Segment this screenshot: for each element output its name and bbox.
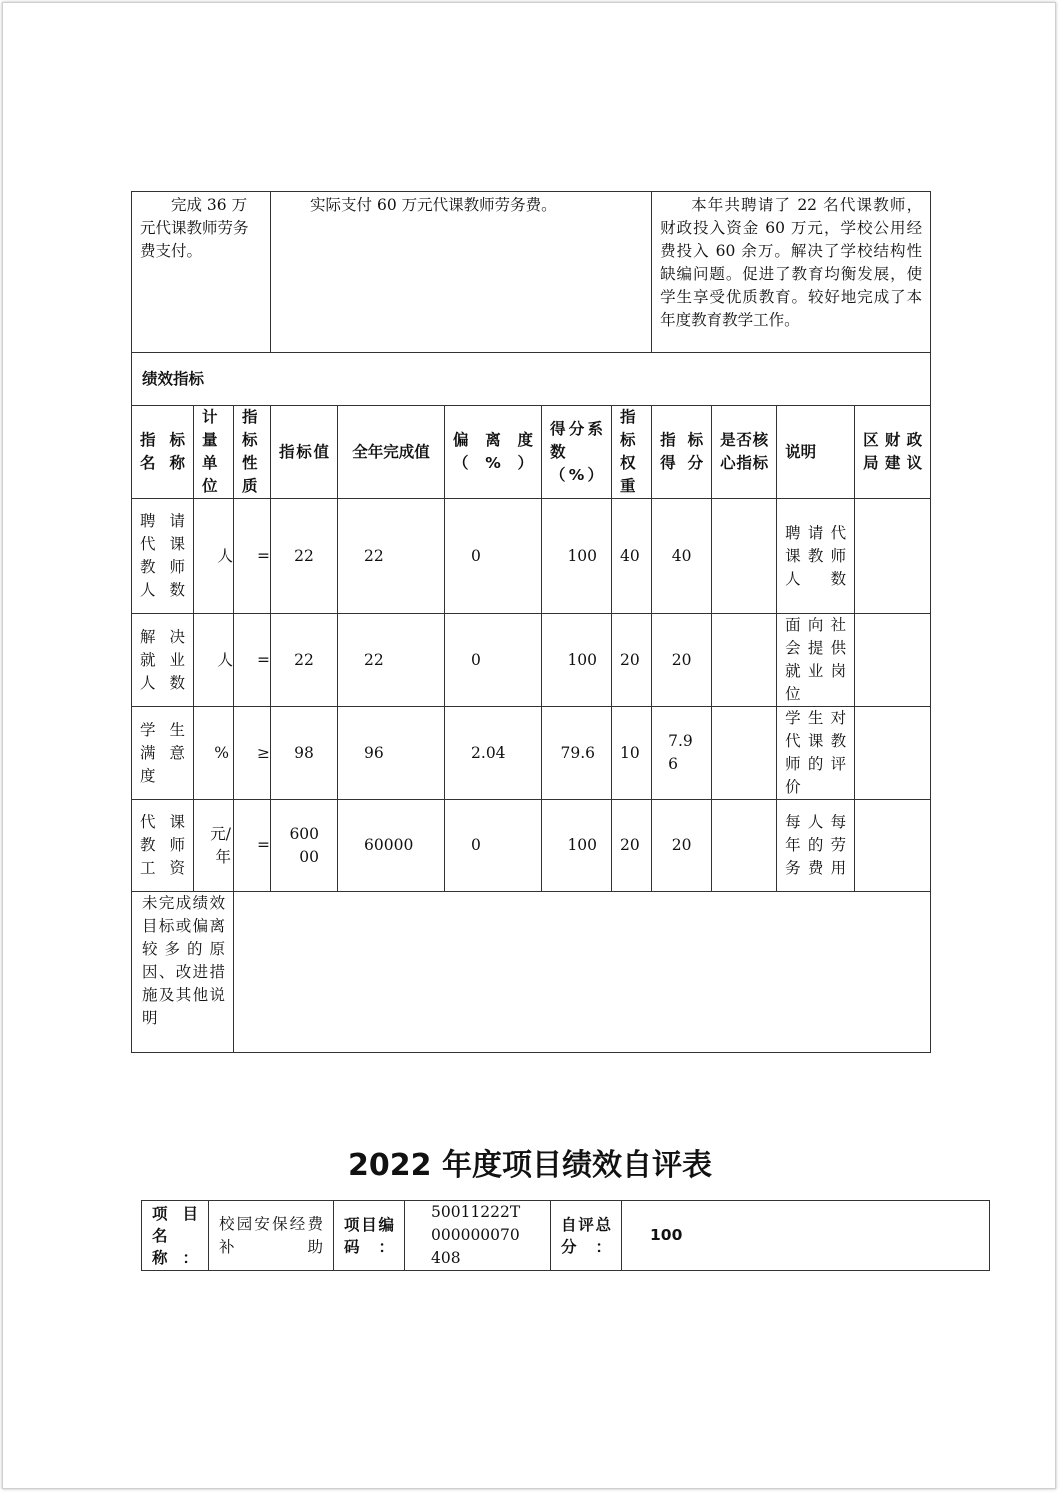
indicator-advice [855, 707, 931, 800]
header-coef: 得分系数（%） [542, 406, 612, 499]
plan-goal-cell [132, 192, 271, 353]
indicator-note: 面向社会提供就业岗位 [777, 614, 855, 707]
indicator-actual: 22 [338, 614, 445, 707]
header-actual: 全年完成值 [338, 406, 445, 499]
project-name-value: 校园安保经费补助 [209, 1201, 334, 1271]
indicator-note: 学生对代课教师的评价 [777, 707, 855, 800]
table-row [132, 614, 931, 707]
project-name-label: 项目名称： [142, 1201, 209, 1271]
actual-goal-text: 实际支付 60 万元代课教师劳务费。 [310, 196, 557, 214]
indicator-core [712, 707, 777, 800]
indicator-score: 40 [652, 499, 712, 614]
header-core: 是否核心指标 [712, 406, 777, 499]
indicator-core [712, 499, 777, 614]
effect-cell [652, 192, 931, 353]
indicator-note: 聘请代课教师人数 [777, 499, 855, 614]
header-note: 说明 [777, 406, 855, 499]
header-unit: 计量单位 [194, 406, 234, 499]
indicator-deviation: 0 [445, 800, 542, 892]
performance-table [131, 191, 931, 1053]
indicator-unit: 人 [194, 499, 234, 614]
indicator-target: 60000 [271, 800, 338, 892]
indicator-weight: 10 [612, 707, 652, 800]
indicator-deviation: 0 [445, 614, 542, 707]
indicator-unit: % [194, 707, 234, 800]
indicator-actual: 96 [338, 707, 445, 800]
indicator-weight: 20 [612, 800, 652, 892]
indicator-advice [855, 499, 931, 614]
header-target: 指标值 [271, 406, 338, 499]
header-score: 指标得分 [652, 406, 712, 499]
indicator-deviation: 0 [445, 499, 542, 614]
indicator-coef: 100 [542, 614, 612, 707]
unfinished-label: 未完成绩效目标或偏离较多的原因、改进措施及其他说明 [132, 892, 234, 1053]
indicator-name: 代课教师工资 [132, 800, 194, 892]
indicator-coef: 79.6 [542, 707, 612, 800]
indicator-score: 7.96 [652, 707, 712, 800]
header-weight: 指标权重 [612, 406, 652, 499]
indicator-nature: = [234, 614, 271, 707]
indicator-weight: 20 [612, 614, 652, 707]
header-name: 指标名称 [132, 406, 194, 499]
table-row [132, 499, 931, 614]
indicator-note: 每人每年的劳务费用 [777, 800, 855, 892]
page-title: 2022 年度项目绩效自评表 [348, 1148, 712, 1183]
indicator-advice [855, 800, 931, 892]
header-advice: 区财政局建议 [855, 406, 931, 499]
indicator-coef: 100 [542, 499, 612, 614]
indicator-core [712, 800, 777, 892]
indicator-name: 聘请代课教师人数 [132, 499, 194, 614]
actual-goal-cell [271, 192, 652, 353]
header-row [132, 406, 931, 499]
indicator-core [712, 614, 777, 707]
indicator-coef: 100 [542, 800, 612, 892]
indicator-target: 22 [271, 614, 338, 707]
indicator-actual: 22 [338, 499, 445, 614]
indicator-nature: ≥ [234, 707, 271, 800]
table-row [132, 707, 931, 800]
self-score-label: 自评总分： [551, 1201, 622, 1271]
section-title: 绩效指标 [132, 353, 931, 406]
indicator-advice [855, 614, 931, 707]
table-row [132, 800, 931, 892]
indicator-name: 解决就业人数 [132, 614, 194, 707]
indicator-deviation: 2.04 [445, 707, 542, 800]
indicator-actual: 60000 [338, 800, 445, 892]
indicator-score: 20 [652, 800, 712, 892]
indicator-name: 学生满意度 [132, 707, 194, 800]
project-info-table [141, 1200, 990, 1271]
indicator-weight: 40 [612, 499, 652, 614]
plan-goal-text: 完成 36 万元代课教师劳务费支付。 [140, 196, 249, 260]
header-deviation: 偏离度（%） [445, 406, 542, 499]
project-code-value: 50011222T000000070408 [405, 1201, 551, 1271]
indicator-unit: 元/年 [194, 800, 234, 892]
unfinished-text [234, 892, 931, 1053]
project-code-label: 项目编码： [334, 1201, 405, 1271]
header-nature: 指标性质 [234, 406, 271, 499]
effect-text: 本年共聘请了 22 名代课教师，财政投入资金 60 万元，学校公用经费投入 60 余万。解决了学校结构性缺编问题。促进了教育均衡发展，使学生享受优质教育。较好地完成了本年度教育教学工作。 [660, 196, 923, 329]
indicator-unit: 人 [194, 614, 234, 707]
indicator-nature: = [234, 499, 271, 614]
indicator-nature: = [234, 800, 271, 892]
self-score-value: 100 [622, 1201, 990, 1271]
indicator-target: 22 [271, 499, 338, 614]
indicator-score: 20 [652, 614, 712, 707]
indicator-target: 98 [271, 707, 338, 800]
